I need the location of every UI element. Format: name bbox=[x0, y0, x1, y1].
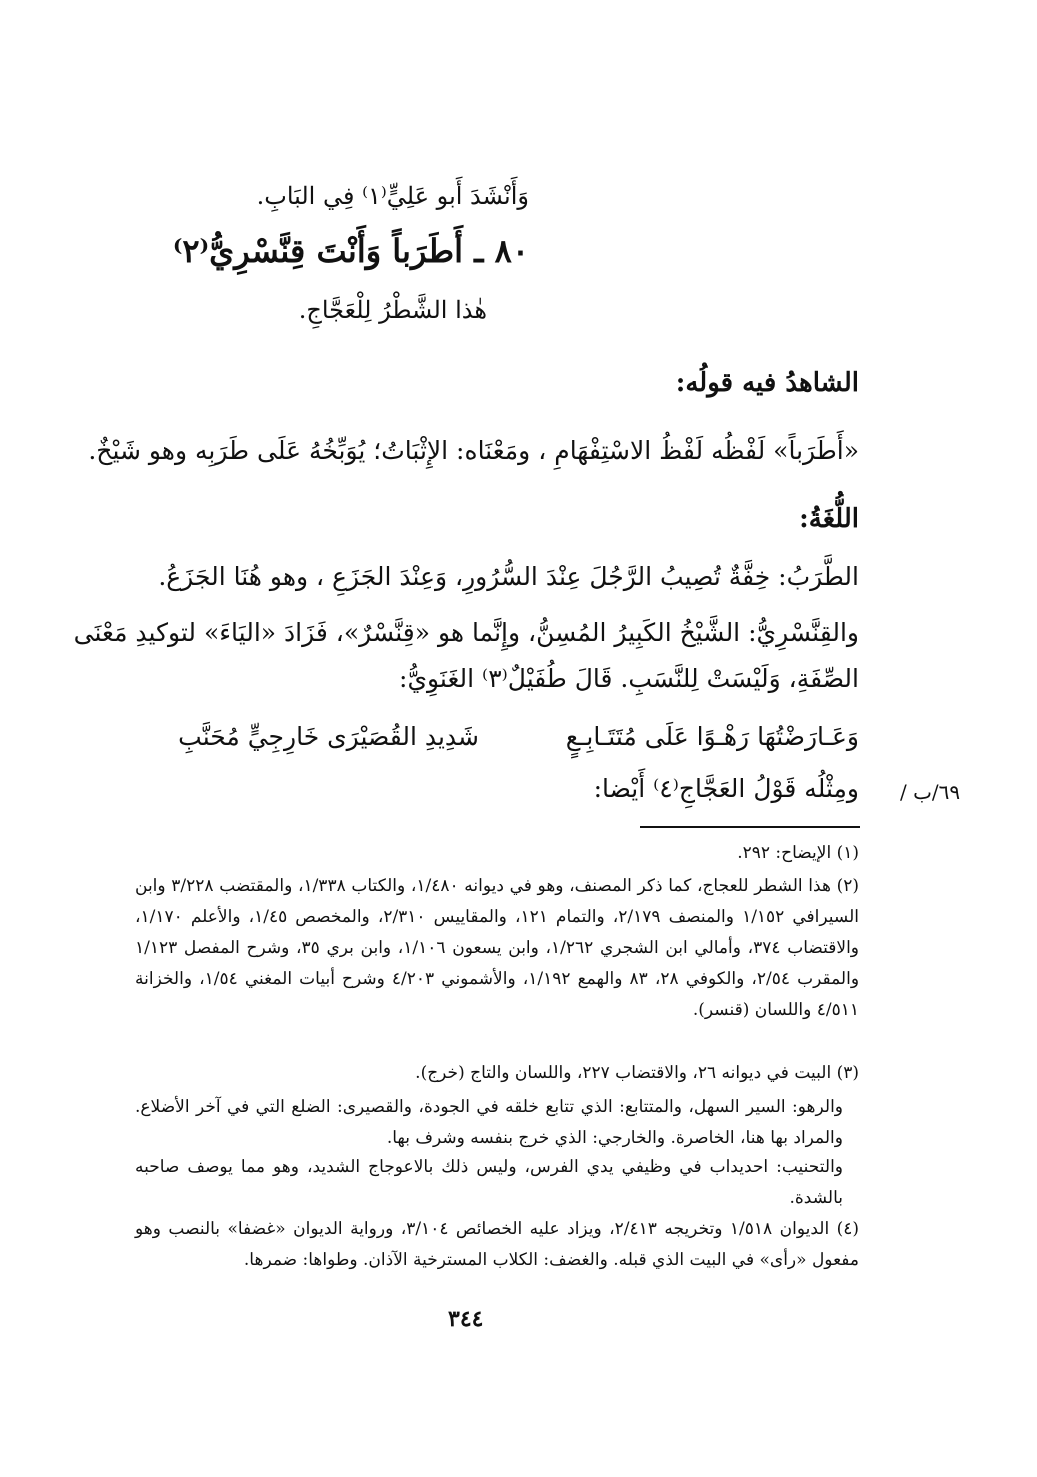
qinnasri-paragraph-line-1: والقِنَّسْرِيُّ: الشَّيْخُ الكَبِيرُ المُسِنُّ، وإِنَّما هو «قِنَّسْرٌ»، فَزَادَ «اليَاءَ» لتوكيدِ مَعْنَى bbox=[73, 618, 859, 647]
footnote-separator bbox=[640, 826, 860, 828]
qinnasri-paragraph-line-2: الصِّفَةِ، وَلَيْسَتْ لِلنَّسَبِ. قَالَ طُفَيْلٌ⁽٣⁾ الغَنَوِيُّ: bbox=[399, 664, 859, 693]
verse-heading: ٨٠ ـ أَطَرَباً وَأَنْتَ قِنَّسْرِيُّ⁽٢⁾ bbox=[172, 232, 529, 270]
page-number: ٣٤٤ bbox=[448, 1306, 484, 1332]
manuscript-folio-note: ٦٩/ب / bbox=[900, 780, 961, 804]
verse-hemistich-first: وَعَـارَضْتُهَا رَهْـوًا عَلَى مُتَتَـابِـعٍ bbox=[565, 722, 859, 751]
verse-hemistich-second: شَدِيدِ القُصَيْرَى خَارِجِيٍّ مُحَنَّبِ bbox=[178, 722, 479, 751]
section-heading-lugha: اللُّغَةُ: bbox=[799, 504, 859, 534]
tarab-paragraph: الطَّرَبُ: خِفَّةٌ تُصِيبُ الرَّجُلَ عِنْدَ السُّرُورِ، وَعِنْدَ الجَزَعِ ، وهو هُنَا الجَزَعُ. bbox=[158, 562, 859, 591]
footnote-3: (٣) البيت في ديوانه ٢٦، والاقتضاب ٢٢٧، واللسان والتاج (خرج). bbox=[415, 1063, 859, 1083]
footnote-3-tahnib: والتحنيب: احديداب في وظيفي يدي الفرس، وليس ذلك بالاعوجاج الشديد، وهو مما يوصف صاحبه بالشدة. bbox=[135, 1157, 843, 1208]
mithluh-line: ومِثْلُه قَوْلُ العَجَّاجِ⁽٤⁾ أَيْضا: bbox=[593, 774, 859, 803]
shahid-paragraph: «أَطَرَباً» لَفْظُه لَفْظُ الاسْتِفْهَامِ ، ومَعْنَاه: الإِثْبَاتُ؛ يُوَبِّخُهُ عَلَى طَرَبِه وهو شَيْخٌ. bbox=[88, 436, 859, 465]
attribution-line: هٰذا الشَّطْرُ لِلْعَجَّاجِ. bbox=[298, 296, 487, 324]
intro-line: وَأَنْشَدَ أَبو عَلِيٍّ⁽١⁾ فِي البَابِ. bbox=[256, 182, 529, 210]
footnote-1: (١) الإيضاح: ٢٩٢. bbox=[737, 843, 859, 863]
footnote-2: (٢) هذا الشطر للعجاج، كما ذكر المصنف، وهو في ديوانه ١/٤٨٠، والكتاب ١/٣٣٨، والمقتضب ٣/٢٢٨ وابن السيرافي ١/١٥٢ والمنصف ٢/١٧٩، والتمام ١٢١، والمقاييس ٢/٣١٠، والمخصص ١/٤٥، والأعلم ١/١٧٠، والاقتضاب ٣٧٤، وأمالي ابن الشجري ١/٢٦٢، وابن يسعون ١/١٠٦، وابن بري ٣٥، وشرح المفصل ١/١٢٣ والمقرب ٢/٥٤، والكوفي ٢٨، ٨٣ والهمع ١/١٩٢، والأشموني ٤/٢٠٣ وشرح أبيات المغني ١/٥٤، والخزانة ٤/٥١١ واللسان (قنسر). bbox=[135, 876, 860, 1020]
footnote-4: (٤) الديوان ١/٥١٨ وتخريجه ٢/٤١٣، ويزاد عليه الخصائص ٣/١٠٤، ورواية الديوان «غضفا» بالنصب وهو مفعول «رأى» في البيت الذي قبله. والغضف: الكلاب المسترخية الآذان. وطواها: ضمرها. bbox=[135, 1219, 860, 1270]
footnote-3-rahw: والرهو: السير السهل، والمتتابع: الذي تتابع خلقه في الجودة، والقصيرى: الضلع التي في آخر الأضلاع. والمراد بها هنا، الخاصرة. والخارجي: الذي خرج بنفسه وشرف بها. bbox=[135, 1097, 843, 1148]
section-heading-shahid: الشاهدُ فيه قولُه: bbox=[675, 368, 859, 398]
